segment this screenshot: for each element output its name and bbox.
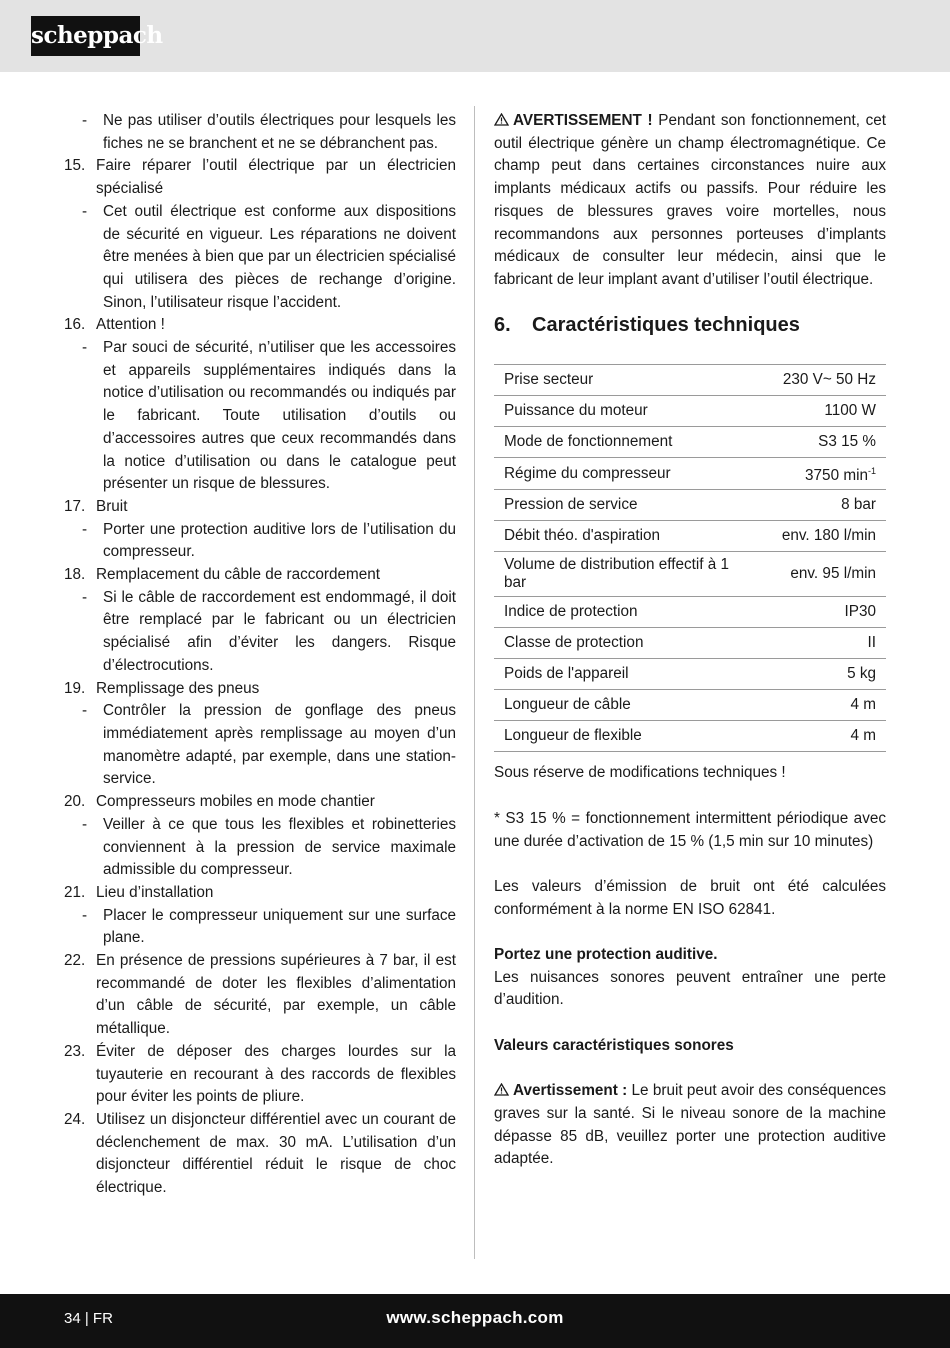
- spec-label: Régime du compresseur: [494, 458, 772, 490]
- dash-bullet: -: [82, 588, 88, 606]
- list-item-text: En présence de pressions supérieures à 7 bar, il est recommandé de doter les flexibles d’alimentation d’un câble de sécurité, par exemple, un câble métallique.: [96, 952, 456, 1038]
- list-item-number: 22.: [64, 952, 86, 970]
- dash-bullet: -: [82, 339, 88, 357]
- list-subitem-text: Veiller à ce que tous les flexibles et robinetteries conviennent à la pression de service maximale admissible du compresseur.: [103, 815, 456, 879]
- spec-value-text: 230 V~ 50 Hz: [782, 371, 876, 389]
- page-header: [0, 0, 950, 72]
- page-footer: [0, 1294, 950, 1348]
- list-item-text: Faire réparer l’outil électrique par un électricien spécialisé: [96, 157, 456, 198]
- list-item: [64, 496, 456, 519]
- spec-value: [772, 427, 886, 458]
- list-subitem: [82, 700, 456, 791]
- list-subitem-text: Par souci de sécurité, n’utiliser que les accessoires et appareils supplémentaires indiqués dans la notice d’utilisation ou recommandés ou indiqués par le fabricant. Toute utilisation d’outils ou d’accessoires autres que ceux recommandés dans la notice d’utilisation ou dans le catalogue peut présenter un risque de blessures.: [103, 339, 456, 493]
- page-number: 34 | FR: [64, 1310, 113, 1327]
- list-subitem: [82, 905, 456, 950]
- spec-label: Volume de distribution effectif à 1 bar: [494, 552, 772, 597]
- list-item: [64, 1041, 456, 1109]
- table-row: [494, 690, 886, 721]
- spec-value: [772, 721, 886, 752]
- spec-value-text: 4 m: [850, 696, 876, 714]
- right-column: [494, 110, 886, 1171]
- spec-value-text: env. 180 l/min: [781, 527, 876, 545]
- dash-bullet: -: [82, 520, 88, 538]
- protection-title: Portez une protection auditive.: [494, 946, 718, 963]
- section-title: Caractéristiques techniques: [532, 313, 800, 336]
- list-subitem: [82, 110, 456, 155]
- spec-label: Poids de l'appareil: [494, 659, 772, 690]
- spec-label: Prise secteur: [494, 365, 772, 396]
- list-item-text: Lieu d’installation: [96, 883, 214, 901]
- warning-label: AVERTISSEMENT !: [513, 112, 653, 129]
- warning-emf: [494, 110, 886, 292]
- list-subitem: [82, 201, 456, 315]
- table-row: [494, 427, 886, 458]
- list-item-text: Utilisez un disjoncteur différentiel avec un courant de déclenchement de max. 30 mA. L’utilisation d’un disjoncteur différentiel réduit le risque de choc électrique.: [96, 1110, 456, 1197]
- list-item-text: Éviter de déposer des charges lourdes sur la tuyauterie en recourant à des raccords de flexibles pour éviter les points de pliure.: [96, 1042, 456, 1106]
- spec-value: [772, 628, 886, 659]
- spec-label: Pression de service: [494, 490, 772, 521]
- spec-label: Classe de protection: [494, 628, 772, 659]
- warning-text: Pendant son fonctionnement, cet outil électrique génère un champ électromagnétique. Ce champ peut dans certaines circonstances nuire aux implants médicaux actifs ou passifs. Pour réduire les risques de blessures graves voire mortelles, nous recommandons aux personnes porteuses d’implants médicaux de consulter leur médecin, ainsi que le fabricant de leur implant avant d’utiliser l’outil électrique.: [494, 112, 886, 288]
- spec-value-text: 5 kg: [847, 665, 876, 683]
- table-row: [494, 659, 886, 690]
- spec-value-superscript: -1: [867, 466, 876, 477]
- dash-bullet: -: [82, 815, 88, 833]
- section-heading: [494, 314, 886, 337]
- list-subitem: [82, 337, 456, 496]
- reserve-note: Sous réserve de modifications techniques !: [494, 764, 786, 782]
- table-row: [494, 521, 886, 552]
- list-item-text: Attention !: [96, 316, 165, 334]
- list-item: [64, 678, 456, 701]
- list-item: [64, 314, 456, 337]
- list-subitem-text: Contrôler la pression de gonflage des pneus immédiatement après remplissage au moyen d’un manomètre adapté, par exemple, dans une station-service.: [103, 702, 456, 788]
- spec-value-text: 3750 min: [805, 467, 868, 485]
- list-item-number: 20.: [64, 793, 86, 811]
- spec-value: [772, 521, 886, 552]
- spec-value: [772, 396, 886, 427]
- list-item-text: Bruit: [96, 497, 128, 515]
- scheppach-logo: scheppach: [31, 16, 140, 56]
- list-subitem-text: Cet outil électrique est conforme aux dispositions de sécurité en vigueur. Les réparations ne doivent être menées à bien que par un électricien spécialisé qui utilisera des pièces de rechange d’origine. Sinon, l’utilisateur risque l’accident.: [103, 202, 456, 311]
- list-item-number: 15.: [64, 157, 86, 175]
- table-row: [494, 597, 886, 628]
- protection-text: Les nuisances sonores peuvent entraîner une perte d’audition.: [494, 968, 886, 1009]
- warning-triangle-icon: [494, 113, 509, 126]
- spec-label: Longueur de flexible: [494, 721, 772, 752]
- list-item: [64, 155, 456, 200]
- spec-value-text: II: [867, 634, 876, 652]
- table-row: [494, 365, 886, 396]
- spec-label: Puissance du moteur: [494, 396, 772, 427]
- dash-bullet: -: [82, 112, 88, 129]
- spec-value-text: 4 m: [850, 727, 876, 745]
- list-item-number: 23.: [64, 1042, 86, 1060]
- list-item-text: Remplissage des pneus: [96, 679, 260, 697]
- list-item-number: 24.: [64, 1110, 86, 1128]
- list-item-text: Compresseurs mobiles en mode chantier: [96, 793, 375, 811]
- list-subitem-text: Porter une protection auditive lors de l’utilisation du compresseur.: [103, 520, 456, 561]
- spec-value-text: 8 bar: [841, 496, 876, 514]
- list-item: [64, 564, 456, 587]
- dash-bullet: -: [82, 702, 88, 720]
- spec-table: [494, 364, 886, 752]
- spec-value-text: IP30: [844, 603, 876, 621]
- section-number: 6.: [494, 313, 511, 336]
- table-row: [494, 552, 886, 597]
- list-subitem-text: Si le câble de raccordement est endommagé, il doit être remplacé par le fabricant ou un électricien spécialisé afin d’éviter les dangers. Risque d’électrocutions.: [103, 588, 456, 674]
- list-subitem: [82, 519, 456, 564]
- table-row: [494, 721, 886, 752]
- spec-value-text: 1100 W: [824, 402, 876, 420]
- spec-value-text: S3 15 %: [818, 433, 876, 451]
- list-item-number: 18.: [64, 566, 86, 584]
- s3-note: * S3 15 % = fonctionnement intermittent périodique avec une durée d’activation de 15 % (1,5 min sur 10 minutes): [494, 809, 886, 850]
- dash-bullet: -: [82, 906, 88, 924]
- list-item-number: 19.: [64, 679, 86, 697]
- table-row: [494, 458, 886, 490]
- table-row: [494, 628, 886, 659]
- list-item-number: 21.: [64, 883, 86, 901]
- spec-value: [772, 365, 886, 396]
- table-row: [494, 490, 886, 521]
- list-subitem-text: Ne pas utiliser d’outils électriques pour lesquels les fiches ne se branchent et ne se débranchent pas.: [103, 112, 456, 152]
- list-item: [64, 791, 456, 814]
- list-item: [64, 882, 456, 905]
- spec-label: Mode de fonctionnement: [494, 427, 772, 458]
- spec-value-text: env. 95 l/min: [790, 565, 876, 583]
- list-item-number: 16.: [64, 316, 86, 334]
- list-item-number: 17.: [64, 497, 86, 515]
- spec-value: [772, 458, 886, 490]
- spec-value: [772, 597, 886, 628]
- spec-label: Indice de protection: [494, 597, 772, 628]
- table-row: [494, 396, 886, 427]
- spec-value: [772, 552, 886, 597]
- list-subitem: [82, 587, 456, 678]
- column-divider: [474, 106, 475, 1259]
- list-subitem-text: Placer le compresseur uniquement sur une surface plane.: [103, 906, 456, 947]
- spec-value: [772, 490, 886, 521]
- warning-noise: [494, 1080, 886, 1171]
- emission-note: Les valeurs d’émission de bruit ont été calculées conformément à la norme EN ISO 62841.: [494, 877, 886, 918]
- dash-bullet: -: [82, 202, 88, 220]
- warning-triangle-icon: [494, 1083, 509, 1096]
- list-subitem: [82, 814, 456, 882]
- warning-text: Le bruit peut avoir des conséquences graves sur la santé. Si le niveau sonore de la machine dépasse 85 dB, veuillez porter une protection auditive adaptée.: [494, 1082, 886, 1168]
- left-column: [64, 110, 456, 1200]
- sound-title: Valeurs caractéristiques sonores: [494, 1036, 734, 1054]
- spec-value: [772, 690, 886, 721]
- list-item-text: Remplacement du câble de raccordement: [96, 566, 380, 584]
- warning-label: Avertissement :: [513, 1082, 628, 1100]
- spec-value: [772, 659, 886, 690]
- spec-label: Longueur de câble: [494, 690, 772, 721]
- spec-label: Débit théo. d'aspiration: [494, 521, 772, 552]
- website-link[interactable]: www.scheppach.com: [386, 1308, 564, 1327]
- list-item: [64, 1109, 456, 1200]
- list-item: [64, 950, 456, 1041]
